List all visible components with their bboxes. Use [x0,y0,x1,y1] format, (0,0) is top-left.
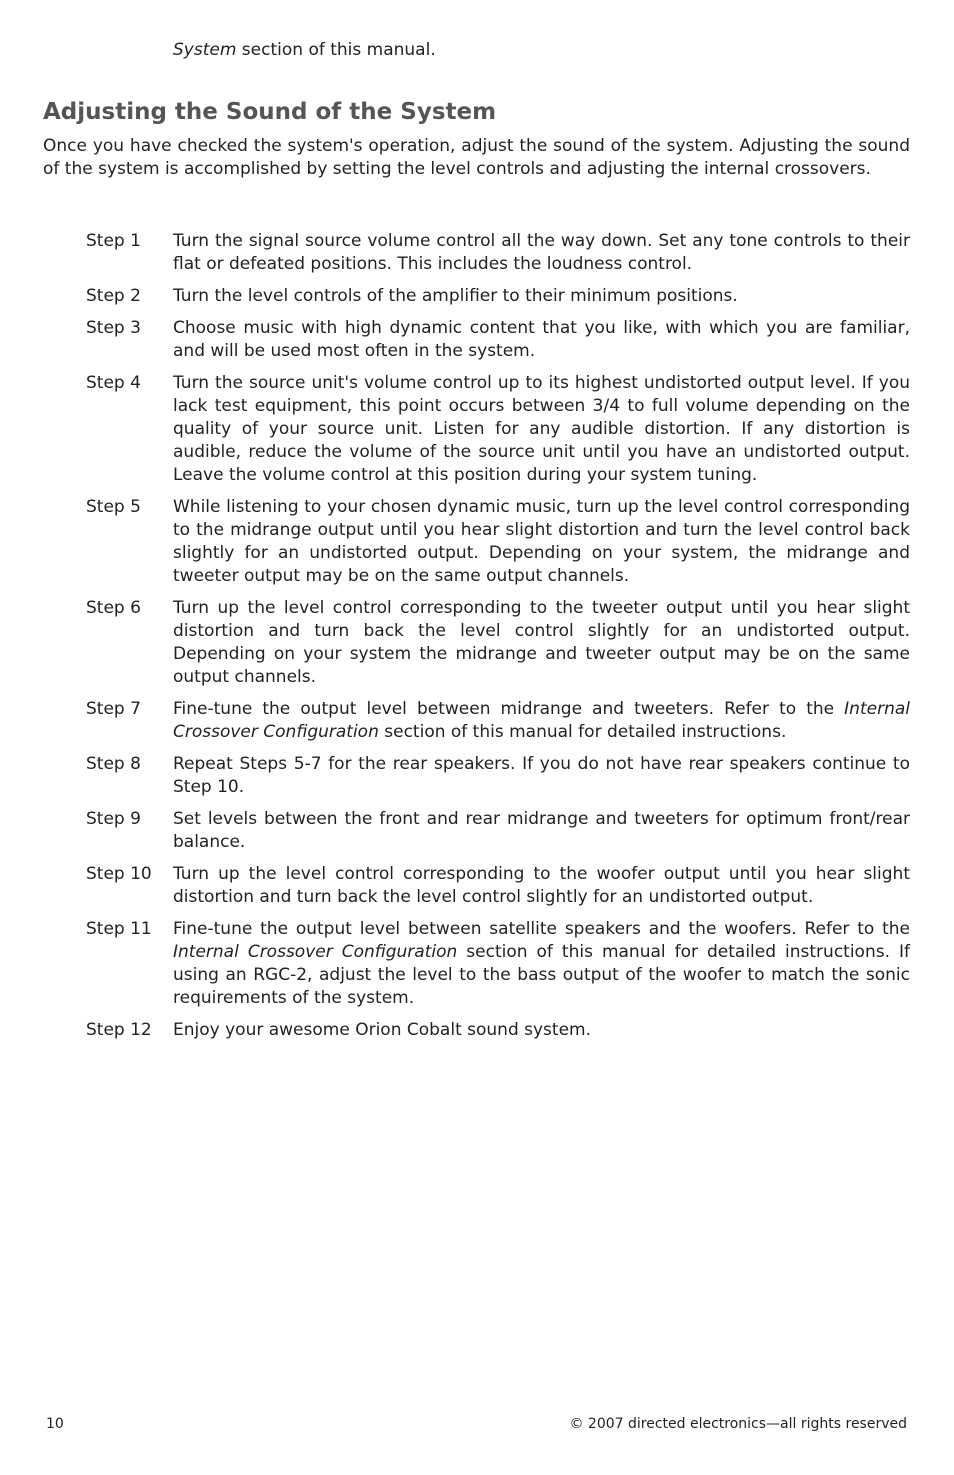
step-label: Step 3 [86,318,141,338]
step-text [173,1019,910,1042]
step-item [86,230,910,276]
step-text [173,597,910,689]
step-label: Step 7 [86,699,141,719]
carryover-italic: System [173,40,237,60]
step-text [173,918,910,1010]
step-text-run: Fine-tune the output level between midrange and tweeters. Refer to the [173,699,845,719]
step-label: Step 5 [86,497,141,517]
step-text-run: Turn up the level control corresponding to the tweeter output until you hear slight distortion and turn back the level control slightly for an undistorted output. Depending on your system the midrange and tweeter output may be on the same output channels. [173,598,910,687]
step-text-run: Turn the signal source volume control all the way down. Set any tone controls to their flat or defeated positions. This includes the loudness control. [173,231,910,274]
step-label: Step 10 [86,864,152,884]
step-label: Step 1 [86,231,141,251]
step-text [173,698,910,744]
step-label: Step 12 [86,1020,152,1040]
step-label: Step 2 [86,286,141,306]
page-number: 10 [46,1416,64,1432]
step-text [173,808,910,854]
step-item [86,698,910,744]
step-text-run: Turn the level controls of the amplifier to their minimum positions. [173,286,738,306]
step-item [86,317,910,363]
step-item [86,597,910,689]
step-label: Step 4 [86,373,141,393]
step-text-run: section of this manual for detailed instructions. If using an RGC-2, adjust the level to the bass output of the woofer to match the sonic requirements of the system. [173,942,910,1008]
step-list [86,230,910,1051]
step-item [86,918,910,1010]
step-text-run: Enjoy your awesome Orion Cobalt sound system. [173,1020,592,1040]
copyright-notice: © 2007 directed electronics—all rights reserved [569,1416,907,1432]
step-text [173,753,910,799]
step-item [86,753,910,799]
section-heading: Adjusting the Sound of the System [43,99,497,125]
step-text-run: section of this manual for detailed instructions. [378,722,787,742]
carryover-text [173,39,436,62]
step-text-run: Choose music with high dynamic content that you like, with which you are familiar, and will be used most often in the system. [173,318,910,361]
step-item [86,372,910,487]
step-label: Step 6 [86,598,141,618]
step-item [86,285,910,308]
step-text [173,285,910,308]
step-label: Step 9 [86,809,141,829]
step-item [86,808,910,854]
step-item [86,1019,910,1042]
step-item [86,863,910,909]
step-text-italic: Internal Crossover Configuration [173,699,910,742]
step-text [173,230,910,276]
step-text [173,496,910,588]
step-label: Step 8 [86,754,141,774]
carryover-rest: section of this manual. [236,40,436,60]
step-text-run: Set levels between the front and rear midrange and tweeters for optimum front/rear balance. [173,809,910,852]
step-text-run: Repeat Steps 5-7 for the rear speakers. If you do not have rear speakers continue to Step 10. [173,754,910,797]
step-label: Step 11 [86,919,152,939]
step-text-run: Fine-tune the output level between satellite speakers and the woofers. Refer to the [173,919,910,939]
step-text-run: While listening to your chosen dynamic music, turn up the level control corresponding to the midrange output until you hear slight distortion and turn the level control back slightly for an undistorted output. Depending on your system, the midrange and tweeter output may be on the same output channels. [173,497,910,586]
step-text-run: Turn up the level control corresponding to the woofer output until you hear slight distortion and turn back the level control slightly for an undistorted output. [173,864,910,907]
step-text [173,863,910,909]
step-text [173,317,910,363]
step-text-run: Turn the source unit's volume control up to its highest undistorted output level. If you lack test equipment, this point occurs between 3/4 to full volume depending on the quality of your source unit. Listen for any audible distortion. If any distortion is audible, reduce the volume of the source unit until you have an undistorted output. Leave the volume control at this position during your system tuning. [173,373,910,485]
step-text [173,372,910,487]
intro-paragraph: Once you have checked the system's operation, adjust the sound of the system. Adjusting the sound of the system is accomplished by setting the level controls and adjusting the internal crossovers. [43,136,910,179]
step-item [86,496,910,588]
step-text-italic: Internal Crossover Configuration [173,942,458,962]
